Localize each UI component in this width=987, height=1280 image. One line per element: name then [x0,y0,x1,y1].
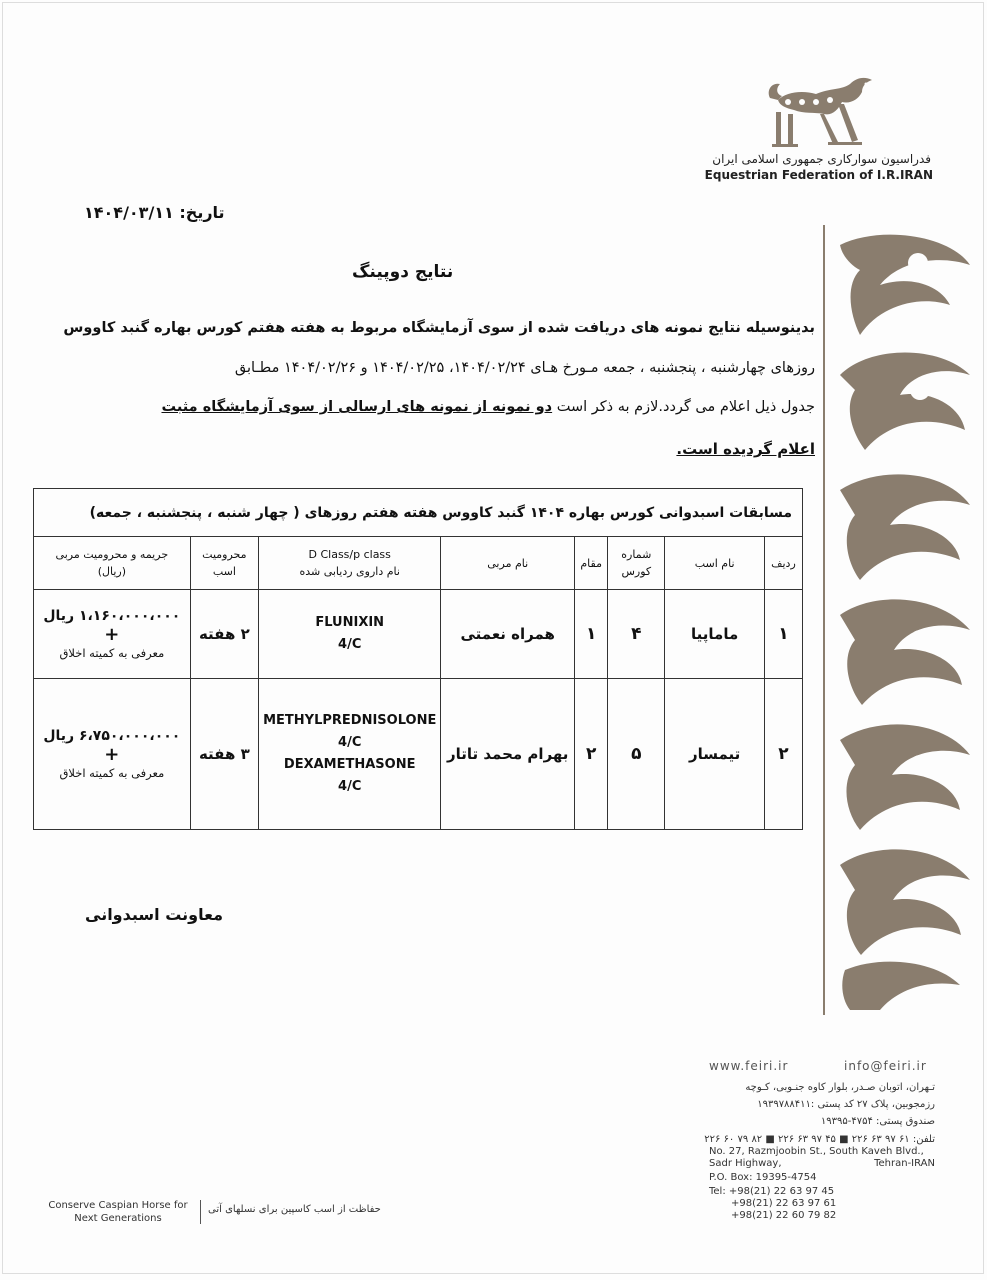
body-line-1: بدینوسیله نتایج نمونه های دریافت شده از سوی آزمایشگاه مربوط به هفته هفتم کورس بهاره گنبد کاووس [63,320,815,336]
col-header-drug-class: D Class/p class [308,548,391,561]
fine-note: معرفی به کمیته اخلاق [59,646,165,660]
col-header-horse: نام اسب [665,537,765,590]
fine-note: معرفی به کمیته اخلاق [59,766,165,780]
cell-horse: ماماپیا [665,590,765,679]
col-header-fine-title: جریمه و محرومیت مربی [55,548,169,561]
body-line-2: روزهای چهارشنبه ، پنجشنبه ، جمعه مـورخ هـای ۱۴۰۴/۰۲/۲۴، ۱۴۰۴/۰۲/۲۵ و ۱۴۰۴/۰۲/۲۶ مطـابق [234,360,815,376]
signature-title: معاونت اسبدوانی [85,905,224,924]
ornament-border [820,225,980,1015]
cell-drug [259,590,441,679]
body-line-3 [55,399,815,415]
cell-trainer: همراه نعمتی [441,590,575,679]
body-line-4 [55,440,815,458]
col-header-race-no: شماره کورس [608,537,665,590]
cell-rank: ۱ [575,590,608,679]
address-en-line-1: No. 27, Razmjoobin St., South Kaveh Blvd., [709,1146,924,1157]
conserve-slogan-fa: حفاظت از اسب کاسپین برای نسلهای آتی [208,1204,381,1215]
phone-line-1: Tel: +98(21) 22 63 97 45 [709,1186,835,1197]
fine-amount: ۱،۱۶۰،۰۰۰،۰۰۰ ریال [43,608,181,624]
positive-notice-underlined: دو نمونه از نمونه های ارسالی از سوی آزمایشگاه مثبت [161,399,553,415]
email-link[interactable]: info@feiri.ir [844,1059,927,1073]
drug-class: 4/C [338,735,362,750]
address-fa-line-1: تـهران، اتوبان صـدر، بلوار کاوه جنـوبی، کـوچه [745,1082,935,1093]
cell-drug [259,679,441,830]
cell-rank: ۲ [575,679,608,830]
address-fa-line-2: رزمجوبین، پلاک ۲۷ کد پستی :۱۹۳۹۷۸۸۴۱۱ [757,1099,935,1110]
cell-fine [34,679,191,830]
col-header-drug-name: نام داروی ردیابی شده [299,565,400,578]
phone-fa-line: تلفن: ۶۱ ۹۷ ۶۳ ۲۲۶ ■ ۴۵ ۹۷ ۶۳ ۲۲۶ ■ ۸۲ ۷۹ ۶۰ ۲۲۶ [704,1134,935,1145]
cell-ban: ۲ هفته [190,590,258,679]
col-header-row: ردیف [764,537,802,590]
table-row [34,590,803,679]
address-en-line-2a: Sadr Highway, [709,1158,782,1169]
federation-name-en: Equestrian Federation of I.R.IRAN [704,168,933,182]
website-link[interactable]: www.feiri.ir [709,1059,789,1073]
fine-plus: + [104,744,120,765]
conserve-slogan-en: Conserve Caspian Horse for Next Generations [48,1200,188,1224]
cell-ban: ۳ هفته [190,679,258,830]
cell-trainer: بهرام محمد تاتار [441,679,575,830]
cell-fine [34,590,191,679]
fine-plus: + [104,624,120,645]
federation-name-fa: فدراسیون سوارکاری جمهوری اسلامی ایران [712,152,931,166]
address-en-line-2b: Tehran-IRAN [874,1158,935,1169]
col-header-trainer: نام مربی [441,537,575,590]
cell-race-no: ۴ [608,590,665,679]
drug-name: METHYLPREDNISOLONE [263,713,437,728]
cell-row: ۱ [764,590,802,679]
doping-results-table [33,488,803,830]
table-caption: مسابقات اسبدوانی کورس بهاره ۱۴۰۴ گنبد کاووس هفته هفتم روزهای ( چهار شنبه ، پنجشنبه ، جمعه) [34,489,803,537]
cell-horse: تیمسار [665,679,765,830]
col-header-drug [259,537,441,590]
positive-notice-end: اعلام گردیده است. [676,440,815,458]
cell-row: ۲ [764,679,802,830]
phone-line-2: +98(21) 22 63 97 61 [731,1198,837,1209]
cell-race-no: ۵ [608,679,665,830]
drug-class: 4/C [338,637,362,652]
po-box: P.O. Box: 19395-4754 [709,1172,817,1183]
slogan-divider [200,1200,201,1224]
table-row [34,679,803,830]
address-fa-line-3: صندوق پستی: ۴۷۵۴-۱۹۳۹۵ [820,1116,935,1127]
col-header-fine-unit: (ریال) [97,565,126,578]
drug-name: FLUNIXIN [315,615,385,630]
drug-class: 4/C [338,779,362,794]
fine-amount: ۶،۷۵۰،۰۰۰،۰۰۰ ریال [43,728,181,744]
col-header-fine [34,537,191,590]
letter-title: نتایج دوپینگ [352,262,454,282]
body-line-3-text: جدول ذیل اعلام می گردد.لازم به ذکر است [552,399,815,415]
col-header-rank: مقام [575,537,608,590]
horse-logo-icon [758,70,878,150]
drug-name: DEXAMETHASONE [283,757,416,772]
phone-line-3: +98(21) 22 60 79 82 [731,1210,837,1221]
col-header-ban: محرومیت اسب [190,537,258,590]
letter-date: تاریخ: ۱۴۰۴/۰۳/۱۱ [84,203,225,222]
